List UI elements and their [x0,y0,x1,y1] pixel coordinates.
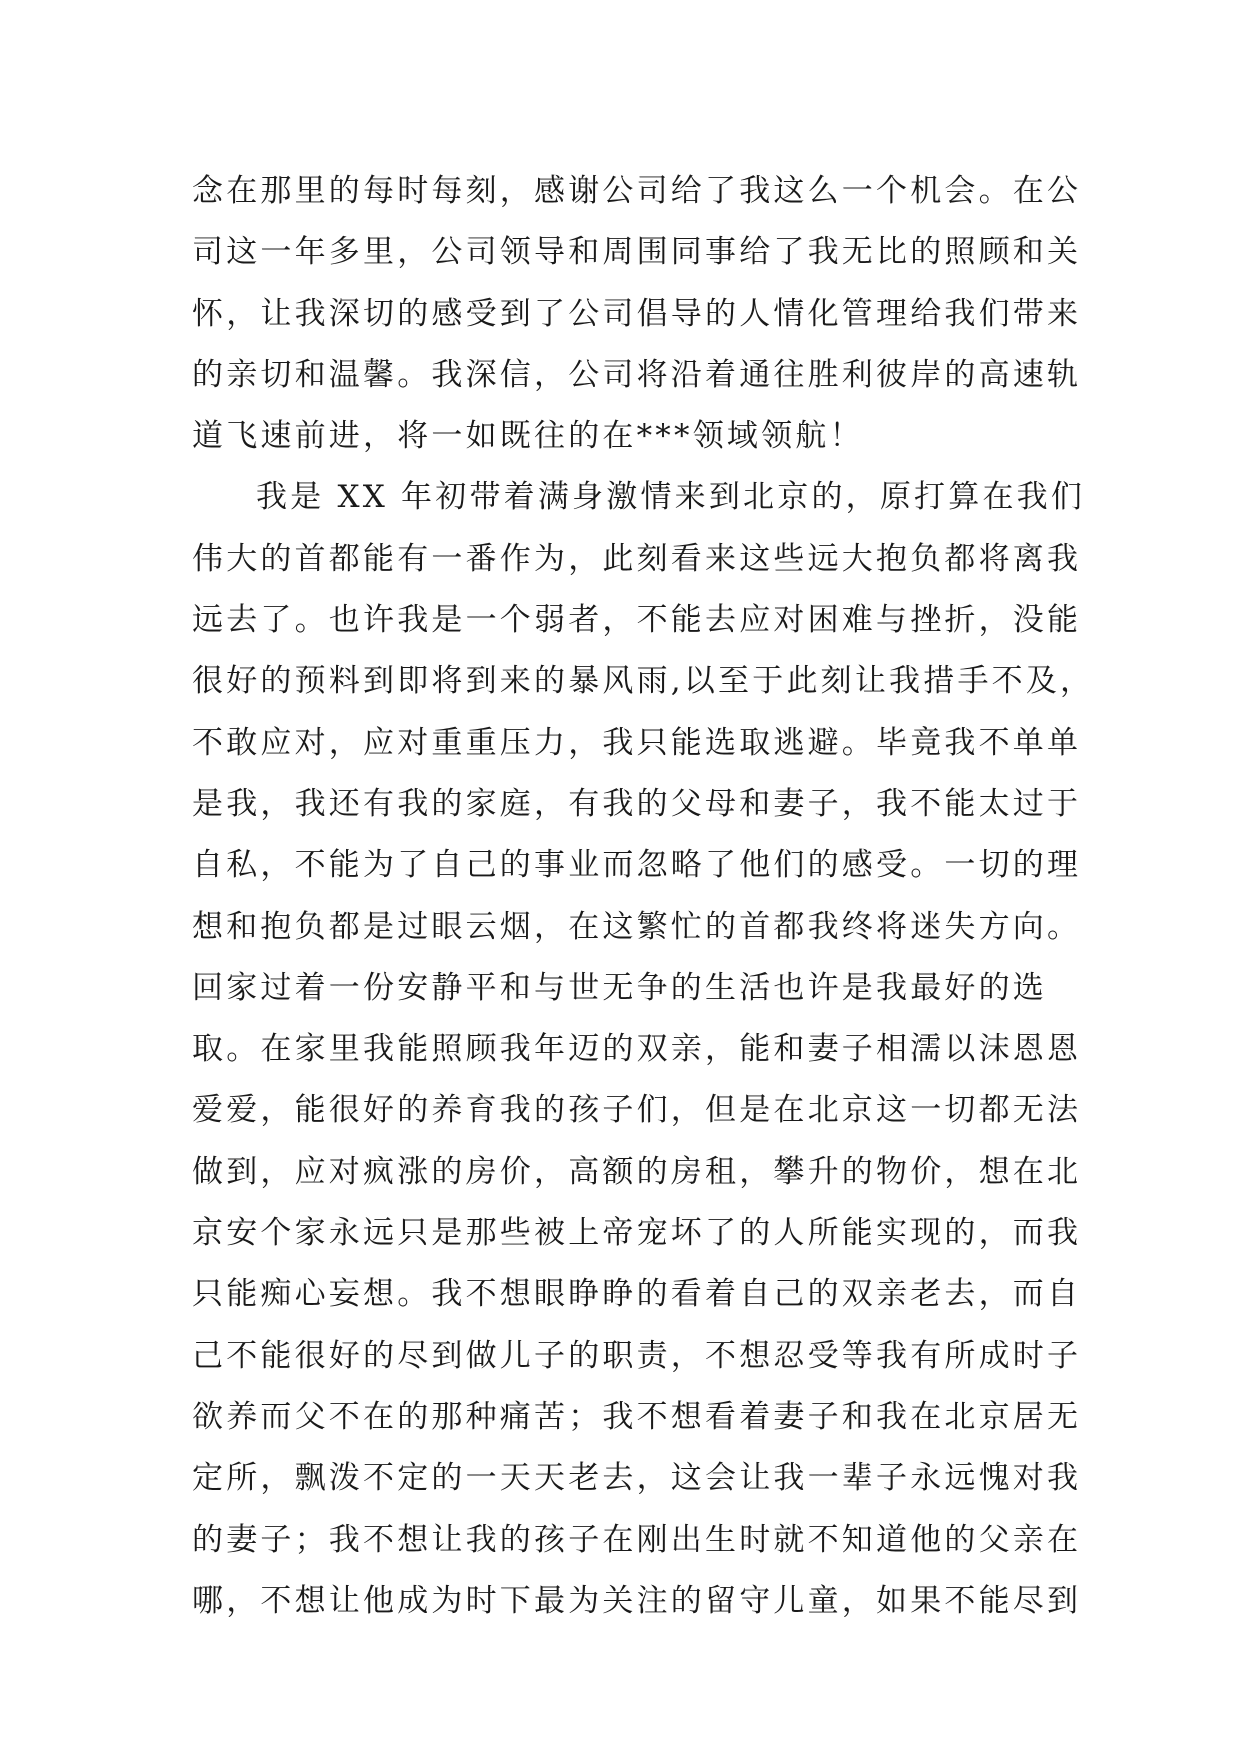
text-line: 爱爱，能很好的养育我的孩子们，但是在北京这一切都无法 [192,1092,1082,1129]
text-line: 很好的预料到即将到来的暴风雨,以至于此刻让我措手不及， [192,663,1095,700]
text-line: 取。在家里我能照顾我年迈的双亲，能和妻子相濡以沫恩恩 [192,1031,1082,1068]
text-line: 不敢应对，应对重重压力，我只能选取逃避。毕竟我不单单 [192,724,1082,761]
body-text [192,161,1095,1632]
text-line: 自私，不能为了自己的事业而忽略了他们的感受。一切的理 [192,847,1082,884]
text-line: 想和抱负都是过眼云烟，在这繁忙的首都我终将迷失方向。 [192,908,1082,945]
text-line: 欲养而父不在的那种痛苦；我不想看着妻子和我在北京居无 [192,1398,1082,1435]
text-line: 道飞速前进，将一如既往的在***领域领航！ [192,418,864,455]
text-line: 京安个家永远只是那些被上帝宠坏了的人所能实现的，而我 [192,1215,1082,1252]
text-line: 的亲切和温馨。我深信，公司将沿着通往胜利彼岸的高速轨 [192,356,1082,393]
text-line: 己不能很好的尽到做儿子的职责，不想忍受等我有所成时子 [192,1337,1082,1374]
text-line: 哪，不想让他成为时下最为关注的留守儿童，如果不能尽到 [192,1582,1082,1619]
text-line: 回家过着一份安静平和与世无争的生活也许是我最好的选 [192,969,1047,1006]
paragraph-first-line: 我是 XX 年初带着满身激情来到北京的，原打算在我们 [256,479,1086,516]
text-line: 只能痴心妄想。我不想眼睁睁的看着自己的双亲老去，而自 [192,1276,1082,1313]
text-line: 念在那里的每时每刻，感谢公司给了我这么一个机会。在公 [192,173,1082,209]
text-line: 的妻子；我不想让我的孩子在刚出生时就不知道他的父亲在 [192,1521,1082,1558]
text-line: 做到，应对疯涨的房价，高额的房租，攀升的物价，想在北 [192,1153,1082,1190]
text-line: 是我，我还有我的家庭，有我的父母和妻子，我不能太过于 [192,785,1082,822]
text-line: 司这一年多里，公司领导和周围同事给了我无比的照顾和关 [192,234,1082,271]
text-line: 定所，飘泼不定的一天天老去，这会让我一辈子永远愧对我 [192,1460,1082,1497]
text-line: 怀，让我深切的感受到了公司倡导的人情化管理给我们带来 [192,295,1082,332]
text-line: 伟大的首都能有一番作为，此刻看来这些远大抱负都将离我 [192,540,1082,577]
text-line: 远去了。也许我是一个弱者，不能去应对困难与挫折，没能 [192,602,1082,639]
